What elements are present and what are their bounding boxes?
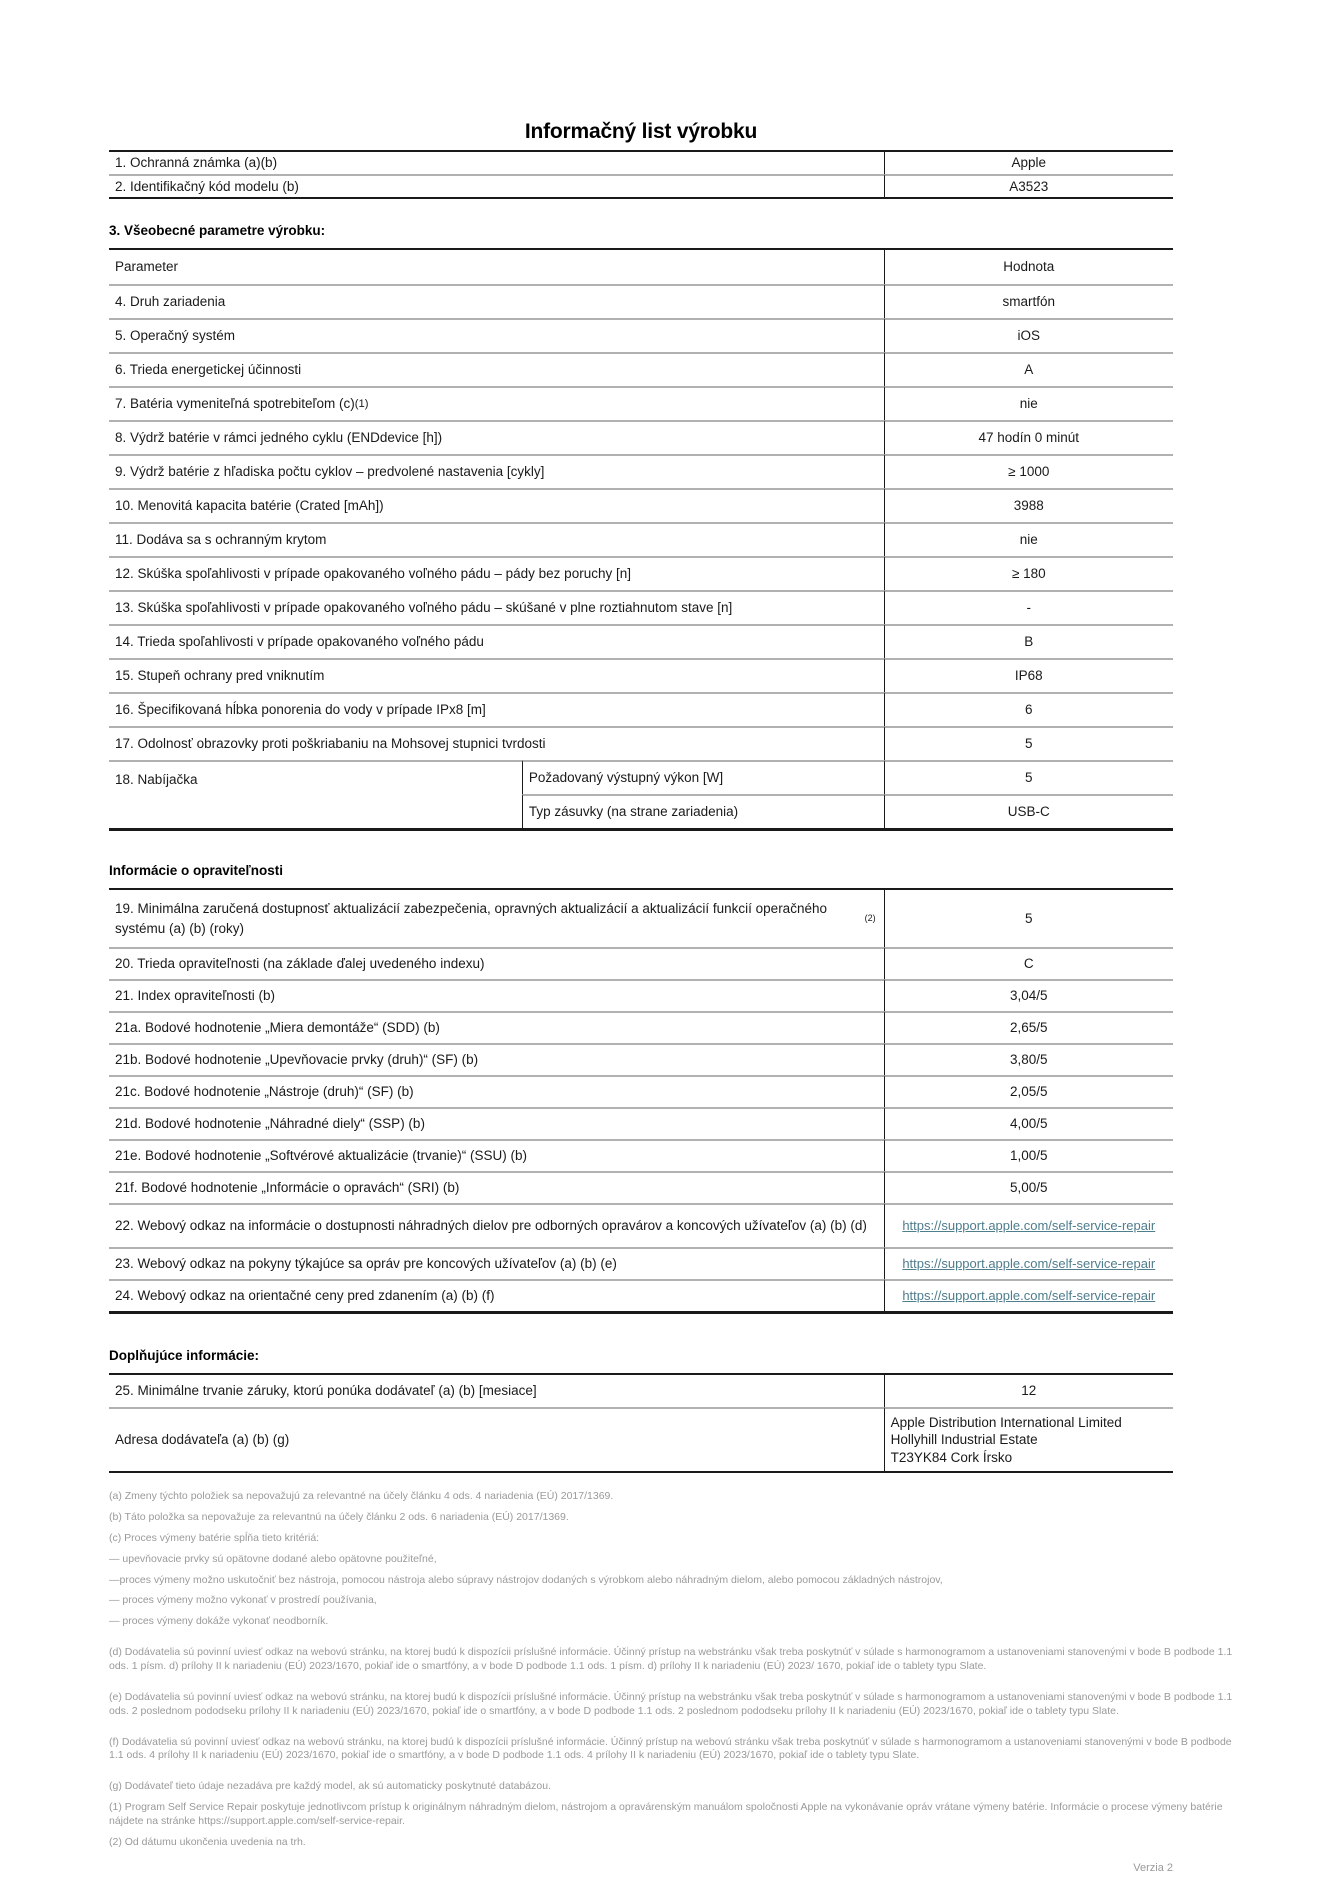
row-value: IP68: [884, 658, 1173, 692]
footnote-c-item: — upevňovacie prvky sú opätovne dodané alebo opätovne použiteľné,: [109, 1552, 437, 1565]
footnote-f: (f) Dodávatelia sú povinní uviesť odkaz na webovú stránku, na ktorej budú k dispozícii príslušné informácie. Účinný prístup na webovú stránku však treba poskytnúť v súlade s harmonogramom a ustanoveniami stanovenými v bode B podbode 1.1 ods. 4 prílohy II k nariadeniu (EÚ) 2023/1670, pokiaľ ide o smartfóny, a v bode D podbode 1.1 ods. 4 prílohy II k nariadeniu (EÚ) 2023/1670, pokiaľ ide o tablety typu Slate.: [109, 1735, 1232, 1762]
row-value: nie: [884, 386, 1173, 420]
footnote-1: (1) Program Self Service Repair poskytuje jednotlivcom prístup k originálnym náhradným dielom, nástrojom a opravárenským manuálom spoločnosti Apple na vykonávanie opráv vrátane výmeny batérie. Informácie o procese výmeny batérie nájdete na stránke https://support.apple.com/self-service-repair.: [109, 1801, 1223, 1828]
row-label: 5. Operačný systém: [109, 318, 884, 352]
row-value: 6: [884, 692, 1173, 726]
table-row: [109, 979, 1173, 1011]
row-label: 12. Skúška spoľahlivosti v prípade opakovaného voľného pádu – pády bez poruchy [n]: [109, 556, 884, 590]
row-label: 22. Webový odkaz na informácie o dostupnosti náhradných dielov pre odborných opravárov a koncových užívateľov (a) (b) (d): [109, 1203, 884, 1247]
supplier-street: Hollyhill Industrial Estate: [890, 1432, 1038, 1448]
row-value: iOS: [884, 318, 1173, 352]
product-sheet-page: [109, 0, 1233, 1874]
section-heading-repairability: Informácie o opraviteľnosti: [109, 863, 283, 879]
row-label: 8. Výdrž batérie v rámci jedného cyklu (ENDdevice [h]): [109, 420, 884, 454]
supplier-name: Apple Distribution International Limited: [890, 1414, 1122, 1430]
row-value: smartfón: [884, 284, 1173, 318]
row-value: 3988: [884, 488, 1173, 522]
identification-table: [109, 150, 1173, 199]
row-label: 23. Webový odkaz na pokyny týkajúce sa opráv pre koncových užívateľov (a) (b) (e): [109, 1247, 884, 1279]
version-label: Verzia 2: [1133, 1861, 1173, 1874]
row-value: [884, 1279, 1173, 1311]
row-value: 5,00/5: [884, 1171, 1173, 1203]
table-row: [109, 1011, 1173, 1043]
repairability-table: [109, 888, 1173, 1314]
supplier-city: T23YK84 Cork Írsko: [890, 1449, 1013, 1465]
row-label: 21c. Bodové hodnotenie „Nástroje (druh)“ (SF) (b): [109, 1075, 884, 1107]
table-row: [109, 1375, 1173, 1407]
row-label: 20. Trieda opraviteľnosti (na základe ďalej uvedeného indexu): [109, 947, 884, 979]
subrow-value: USB-C: [884, 794, 1173, 828]
footnotes-section: [109, 1490, 1240, 1850]
row-label: 7. Batéria vymeniteľná spotrebiteľom (c) (1): [109, 386, 884, 420]
row-value: 3,80/5: [884, 1043, 1173, 1075]
row-value: nie: [884, 522, 1173, 556]
row-value: 2,65/5: [884, 1011, 1173, 1043]
supplier-address-value: [884, 1407, 1173, 1471]
table-row: [109, 1279, 1173, 1311]
subrow-value: 5: [884, 760, 1173, 794]
footnote-d: (d) Dodávatelia sú povinní uviesť odkaz na webovú stránku, na ktorej budú k dispozícii príslušné informácie. Účinný prístup na webstránku však treba poskytnúť v súlade s harmonogramom a ustanoveniami stanovenými v bode B podbode 1.1 ods. 1 písm. d) prílohy II k nariadeniu (EÚ) 2023/1670, pokiaľ ide o smartfóny, a v bode D podbode 1.1 ods. 1 písm. d) prílohy II k nariadeniu (EÚ) 2023/ 1670, pokiaľ ide o tablety typu Slate.: [109, 1646, 1233, 1672]
table-row: [109, 174, 1173, 198]
row-value: [884, 1203, 1173, 1247]
row-label: 10. Menovitá kapacita batérie (Crated [mAh]): [109, 488, 884, 522]
row-value: 2,05/5: [884, 1075, 1173, 1107]
row-label: 19. Minimálna zaručená dostupnosť aktualizácií zabezpečenia, opravných aktualizácií a aktualizácií funkcií operačného systému (a) (b) (roky) (2): [115, 901, 876, 936]
table-row: [109, 1171, 1173, 1203]
row-label: 13. Skúška spoľahlivosti v prípade opakovaného voľného pádu – skúšané v plne roztiahnutom stave [n]: [109, 590, 884, 624]
row-label: 25. Minimálne trvanie záruky, ktorú ponúka dodávateľ (a) (b) [mesiace]: [115, 1383, 537, 1399]
table-row: [109, 947, 1173, 979]
row-label: 21. Index opraviteľnosti (b): [109, 979, 884, 1011]
subrow-label: Typ zásuvky (na strane zariadenia): [522, 794, 884, 828]
column-header-parameter: Parameter: [115, 259, 179, 275]
row-label: 11. Dodáva sa s ochranným krytom: [109, 522, 884, 556]
table-row: [109, 1043, 1173, 1075]
additional-info-table: [109, 1373, 1173, 1473]
table-row: [109, 1075, 1173, 1107]
section-heading-general: 3. Všeobecné parametre výrobku:: [109, 223, 326, 239]
spare-parts-link[interactable]: https://support.apple.com/self-service-repair: [902, 1217, 1156, 1233]
row-value: ≥ 180: [884, 556, 1173, 590]
row-value: -: [884, 590, 1173, 624]
table-row: [109, 890, 1173, 947]
row-value: A: [884, 352, 1173, 386]
row-value: [884, 1247, 1173, 1279]
row-label: 21f. Bodové hodnotenie „Informácie o opravách“ (SRI) (b): [109, 1171, 884, 1203]
row-value: C: [884, 947, 1173, 979]
pre-tax-prices-link[interactable]: https://support.apple.com/self-service-repair: [902, 1287, 1156, 1303]
page-title: Informačný list výrobku: [524, 120, 758, 143]
footnote-2: (2) Od dátumu ukončenia uvedenia na trh.: [109, 1835, 306, 1848]
footnote-c-item: — proces výmeny možno vykonať v prostredí používania,: [109, 1594, 377, 1607]
row-label: 14. Trieda spoľahlivosti v prípade opakovaného voľného pádu: [109, 624, 884, 658]
footnote-e: (e) Dodávatelia sú povinní uviesť odkaz na webovú stránku, na ktorej budú k dispozícii príslušné informácie. Účinný prístup na webstránku však treba poskytnúť v súlade s harmonogramom a ustanoveniami stanovenými v bode B podbode 1.1 ods. 2 poslednom pododseku prílohy II k nariadeniu (EÚ) 2023/1670, pokiaľ ide o smartfóny, a v bode D podbode 1.1 ods. 2 poslednom pododseku prílohy II k nariadeniu (EÚ) 2023/1670, pokiaľ ide o tablety typu Slate.: [109, 1690, 1233, 1717]
footnote-c-item: —proces výmeny možno uskutočniť bez nástroja, pomocou nástroja alebo súpravy nástrojov dodaných s výrobkom alebo náhradným dielom, alebo pomocou základných nástrojov,: [109, 1573, 943, 1586]
row-value: 3,04/5: [884, 979, 1173, 1011]
row-label: 1. Ochranná známka (a)(b): [115, 155, 278, 170]
row-value: 47 hodín 0 minút: [884, 420, 1173, 454]
row-label: 9. Výdrž batérie z hľadiska počtu cyklov – predvolené nastavenia [cykly]: [109, 454, 884, 488]
row-label: 4. Druh zariadenia: [109, 284, 884, 318]
row-label: 21a. Bodové hodnotenie „Miera demontáže“ (SDD) (b): [109, 1011, 884, 1043]
repair-instructions-link[interactable]: https://support.apple.com/self-service-repair: [902, 1255, 1156, 1271]
row-value: 4,00/5: [884, 1107, 1173, 1139]
row-label-charger: 18. Nabíjačka: [109, 760, 522, 828]
table-row: [109, 1139, 1173, 1171]
footnote-c: (c) Proces výmeny batérie spĺňa tieto kritériá:: [109, 1531, 320, 1544]
row-value: 12: [884, 1375, 1173, 1407]
table-row: [109, 1203, 1173, 1247]
row-value: Apple: [884, 152, 1173, 174]
row-label: 2. Identifikačný kód modelu (b): [109, 174, 884, 198]
table-row: [109, 152, 1173, 174]
footnote-c-item: — proces výmeny dokáže vykonať neodborník.: [109, 1615, 329, 1628]
supplier-address-label: Adresa dodávateľa (a) (b) (g): [109, 1407, 884, 1471]
row-value: B: [884, 624, 1173, 658]
footnote-b: (b) Táto položka sa nepovažuje za relevantnú na účely článku 2 ods. 6 nariadenia (EÚ) 2017/1369.: [109, 1510, 569, 1523]
row-label: 21e. Bodové hodnotenie „Softvérové aktualizácie (trvanie)“ (SSU) (b): [109, 1139, 884, 1171]
general-parameters-table: [109, 248, 1173, 831]
table-row: [109, 1407, 1173, 1471]
row-value: 5: [884, 890, 1173, 947]
table-row: [109, 1107, 1173, 1139]
footnote-marker: (1): [354, 397, 369, 410]
row-label: 24. Webový odkaz na orientačné ceny pred zdanením (a) (b) (f): [109, 1279, 884, 1311]
row-value: ≥ 1000: [884, 454, 1173, 488]
row-label: 16. Špecifikovaná hĺbka ponorenia do vody v prípade IPx8 [m]: [109, 692, 884, 726]
row-value: 1,00/5: [884, 1139, 1173, 1171]
table-row: [109, 1247, 1173, 1279]
row-value: A3523: [884, 174, 1173, 198]
section-heading-additional: Doplňujúce informácie:: [109, 1348, 260, 1364]
row-label: 6. Trieda energetickej účinnosti: [109, 352, 884, 386]
row-label: 17. Odolnosť obrazovky proti poškriabaniu na Mohsovej stupnici tvrdosti: [109, 726, 884, 760]
row-value: 5: [884, 726, 1173, 760]
footnote-g: (g) Dodávateľ tieto údaje nezadáva pre každý model, ak sú automaticky poskytnuté databázou.: [109, 1780, 551, 1793]
row-label: 21b. Bodové hodnotenie „Upevňovacie prvky (druh)“ (SF) (b): [109, 1043, 884, 1075]
row-label: 21d. Bodové hodnotenie „Náhradné diely“ (SSP) (b): [109, 1107, 884, 1139]
footnote-a: (a) Zmeny týchto položiek sa nepovažujú za relevantné na účely článku 4 ods. 4 nariadenia (EÚ) 2017/1369.: [109, 1490, 614, 1503]
row-label: 15. Stupeň ochrany pred vniknutím: [109, 658, 884, 692]
column-header-value: Hodnota: [884, 250, 1173, 284]
subrow-label: Požadovaný výstupný výkon [W]: [522, 760, 884, 794]
